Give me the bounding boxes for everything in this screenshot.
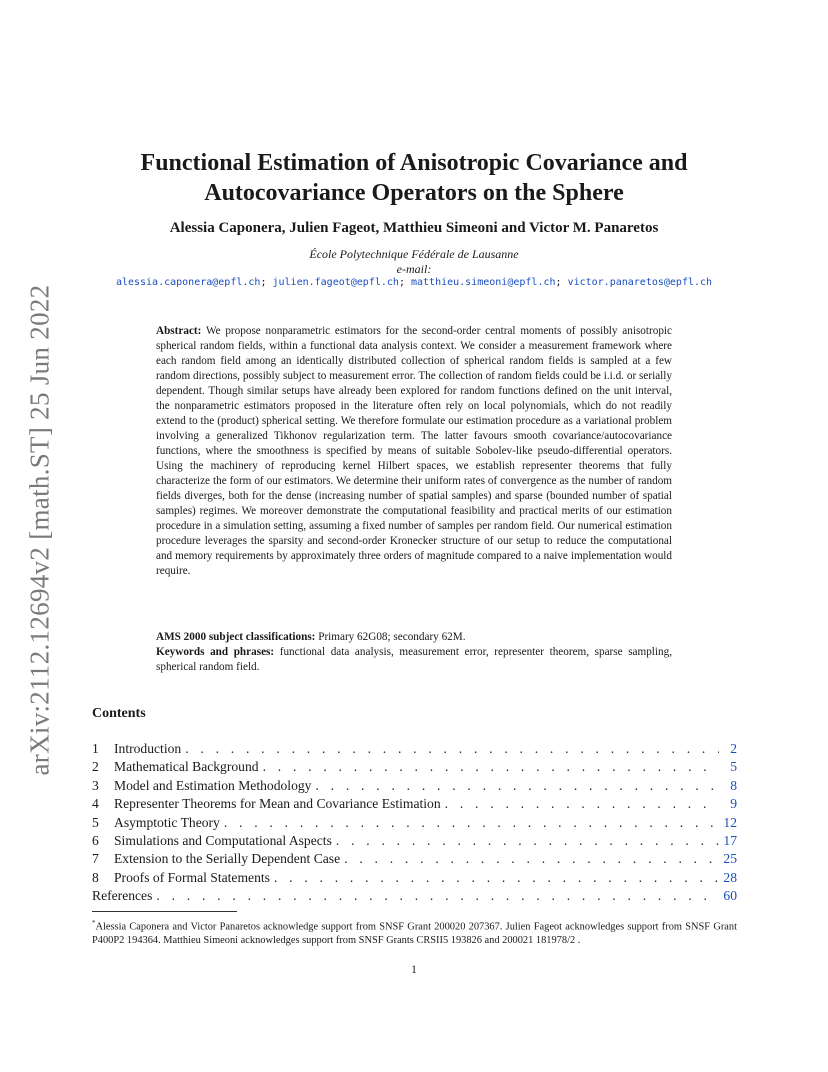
- toc-number: 1: [92, 741, 99, 756]
- toc-leader: [445, 796, 719, 812]
- toc-leader: [185, 741, 719, 757]
- toc-number: 3: [92, 777, 99, 793]
- toc-page-link[interactable]: 5: [730, 759, 737, 775]
- toc-page-link[interactable]: 60: [723, 888, 737, 904]
- toc-page-link[interactable]: 25: [723, 851, 737, 867]
- toc-leader: [315, 778, 719, 794]
- toc-number: 2: [92, 759, 99, 775]
- ams-label: AMS 2000 subject classifications:: [156, 631, 316, 643]
- toc-leader: [344, 851, 719, 867]
- email-list: [0, 277, 828, 288]
- toc-number: 7: [92, 851, 99, 867]
- toc-page-link[interactable]: 12: [723, 814, 737, 830]
- toc-leader: [224, 815, 719, 831]
- email-link[interactable]: matthieu.simeoni@epfl.ch: [411, 277, 556, 288]
- email-link[interactable]: alessia.caponera@epfl.ch: [115, 277, 261, 288]
- toc-entry[interactable]: [92, 778, 737, 796]
- toc-title: References: [92, 888, 153, 904]
- toc-entry[interactable]: [92, 833, 737, 851]
- affiliation: École Polytechnique Fédérale de Lausanne: [309, 247, 519, 261]
- email-link[interactable]: victor.panaretos@epfl.ch: [567, 277, 713, 288]
- toc-entry[interactable]: [92, 870, 737, 888]
- footnote-rule: [92, 911, 237, 912]
- classification-block: [156, 630, 672, 675]
- toc-number: 8: [92, 869, 99, 885]
- toc-page-link[interactable]: 8: [730, 777, 737, 793]
- toc-page-link[interactable]: 9: [730, 796, 737, 812]
- toc-title: Simulations and Computational Aspects: [114, 832, 332, 848]
- footnote-text: Alessia Caponera and Victor Panaretos acknowledge support from SNSF Grant 200020 207367. Julien Fageot acknowledges support from SNSF Grant P400P2 194364. Matthieu Simeoni acknowledges support from SNSF Grants CRSII5 193826 and 200021 181978/2 .: [92, 921, 737, 947]
- author-list: Alessia Caponera, Julien Fageot, Matthieu Simeoni and Victor M. Panaretos: [169, 220, 659, 236]
- toc-number: 5: [92, 814, 99, 830]
- toc-entry[interactable]: [92, 741, 737, 759]
- toc-page-link[interactable]: 28: [723, 869, 737, 885]
- page-number: 1: [411, 964, 417, 976]
- table-of-contents: [92, 741, 737, 907]
- arxiv-identifier: arXiv:2112.12694v2 [math.ST] 25 Jun 2022: [24, 284, 55, 776]
- toc-page-link[interactable]: 2: [730, 741, 737, 756]
- affiliation-block: [0, 247, 828, 277]
- footnote-mark: *: [92, 919, 96, 927]
- toc-title: Asymptotic Theory: [114, 814, 220, 830]
- toc-page-link[interactable]: 17: [723, 832, 737, 848]
- toc-leader: [156, 888, 719, 904]
- abstract: [156, 324, 672, 579]
- toc-title: Extension to the Serially Dependent Case: [114, 851, 341, 867]
- toc-leader: [263, 759, 719, 775]
- contents-heading: Contents: [92, 706, 146, 721]
- toc-entry-references[interactable]: [92, 888, 737, 906]
- title-line-1: Functional Estimation of Anisotropic Covariance and: [140, 150, 688, 176]
- email-separator: ;: [398, 277, 405, 288]
- keywords-text: functional data analysis, measurement error, representer theorem, sparse sampling, spherical random field.: [156, 646, 673, 673]
- email-link[interactable]: julien.fageot@epfl.ch: [272, 277, 399, 288]
- email-separator: ;: [260, 277, 267, 288]
- toc-leader: [336, 833, 719, 849]
- toc-title: Proofs of Formal Statements: [114, 869, 270, 885]
- toc-entry[interactable]: [92, 815, 737, 833]
- toc-leader: [274, 870, 719, 886]
- email-label: e-mail:: [396, 262, 432, 276]
- toc-title: Representer Theorems for Mean and Covariance Estimation: [114, 796, 441, 812]
- toc-title: Mathematical Background: [114, 759, 259, 775]
- abstract-text: We propose nonparametric estimators for the second-order central moments of possibly anisotropic spherical random fields, within a functional data analysis context. We consider a measurement framework where each random field among an identically distributed collection of spherical random fields is sampled at a few random directions, possibly subject to measurement error. The collection of random fields could be i.i.d. or serially dependent. Though similar setups have already been explored for random functions defined on the unit interval, the nonparametric estimators proposed in the literature often rely on local polynomials, which do not readily extend to the (product) spherical setting. We therefore formulate our estimation procedure as a variational problem involving a generalized Tikhonov regularization term. The latter favours smooth covariance/autocovariance functions, where the smoothness is specified by means of suitable Sobolev-like pseudo-differential operators. Using the machinery of reproducing kernel Hilbert spaces, we establish representer theorems that fully characterize the form of our estimators. We determine their uniform rates of convergence as the number of random fields diverges, both for the dense (increasing number of spatial samples) and sparse (bounded number of spatial samples) regimes. We moreover demonstrate the computational feasibility and practical merits of our estimation procedure in a simulation setting, assuming a fixed number of samples per random field. Our numerical estimation procedure leverages the sparsity and second-order Kronecker structure of our setup to reduce the computational and memory requirements by approximately three orders of magnitude compared to a naive implementation would require.: [156, 325, 672, 577]
- toc-title: Introduction: [114, 741, 182, 756]
- toc-entry[interactable]: [92, 796, 737, 814]
- keywords-label: Keywords and phrases:: [156, 646, 275, 658]
- toc-title: Model and Estimation Methodology: [114, 777, 312, 793]
- email-separator: ;: [555, 277, 562, 288]
- abstract-label: Abstract:: [156, 325, 202, 337]
- toc-number: 6: [92, 832, 99, 848]
- toc-number: 4: [92, 796, 99, 812]
- ams-text: Primary 62G08; secondary 62M.: [318, 631, 466, 643]
- toc-entry[interactable]: [92, 851, 737, 869]
- footnote: [92, 917, 737, 948]
- toc-entry[interactable]: [92, 759, 737, 777]
- title-line-2: Autocovariance Operators on the Sphere: [204, 180, 624, 206]
- paper-title: [0, 148, 828, 208]
